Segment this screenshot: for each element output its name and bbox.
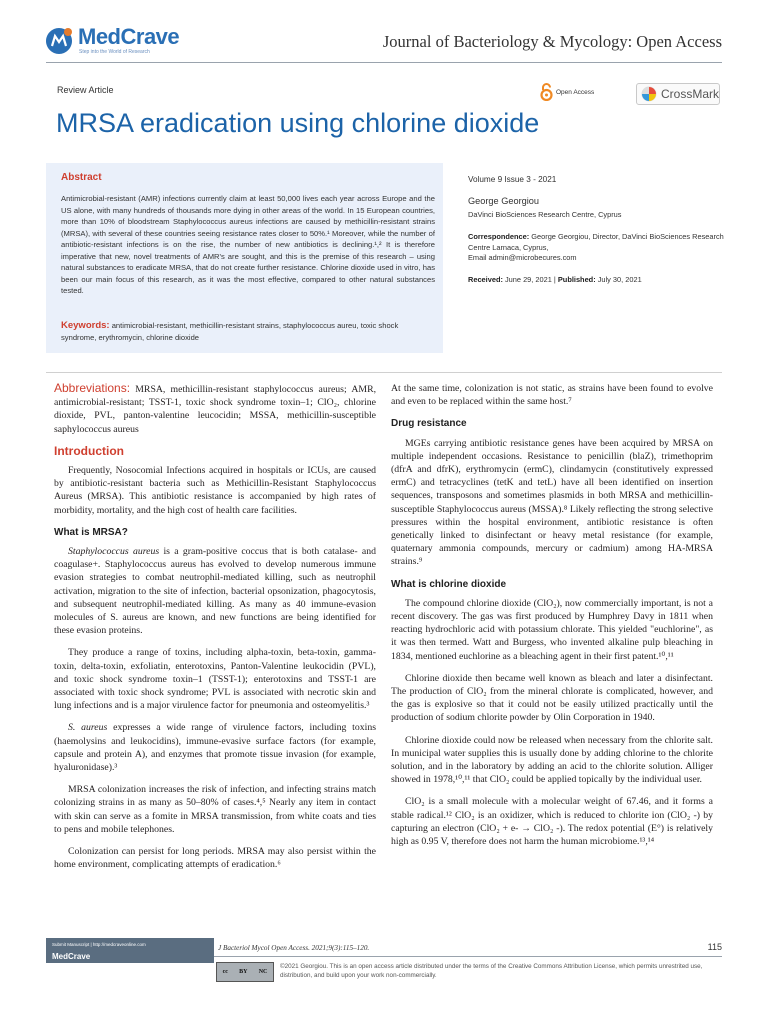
received-label: Received: [468,275,503,284]
author-name: George Georgiou [468,196,539,206]
correspondence-text: George Georgiou, Director, DaVinci BioSciences Research Centre Larnaca, Cyprus, [468,232,724,252]
footer-divider [214,956,722,957]
chlorine-dioxide-paragraph-4: ClO₂ is a small molecule with a molecular weight of 67.46, and it forms a stable radical.¹² ClO₂ is an oxidizer, which is reduced to chlorite ion (ClO₂ -) by capturing an electron (ClO₂ + e- → ClO₂ -). The redox potential (E°) is relatively high as 0.95 V, therefore does not harm the human microbiome.¹³,¹⁴ [391,796,713,848]
mrsa-paragraph-2: They produce a range of toxins, including alpha-toxin, beta-toxin, gamma-toxin, delta-toxin, exfoliatin, enterotoxins, Panton-Valentine leukocidin (PVL), and toxic shock syndrome toxin–1 (TSST-1); enterotoxins and TSST-1 are associated with toxic shock syndrome; PVL is associated with necrotic skin and lung infections and is a major virulence factor for pneumonia and osteomyelitis.³ [54,647,376,712]
mrsa-paragraph-4: MRSA colonization increases the risk of infection, and infecting strains match colonizing strains in as many as 50–80% of cases.⁴,⁵ Nearly any item in contact with skin can serve as a fomite in MRSA transmission, from white coats and ties to pens and mobile telephones. [54,784,376,835]
correspondence-label: Correspondence: [468,232,530,241]
abstract-heading: Abstract [61,172,102,183]
correspondence [468,232,730,264]
crossmark-button[interactable] [636,83,720,105]
keywords-list: antimicrobial-resistant, methicillin-resistant strains, staphylococcus aureu, toxic shock syndrome, erythromycin, chlorine dioxide [61,321,399,342]
brand-tagline: Step into the World of Research [79,49,150,55]
body-column-right [391,382,713,857]
published-date: July 30, 2021 [597,275,642,284]
cc-license-badge[interactable] [216,962,274,982]
cc-by-icon: BY [239,969,248,975]
species-name-short: S. aureus [68,722,108,734]
mrsa-paragraph-3 [54,721,376,774]
crossmark-icon [641,86,657,102]
crossmark-label: CrossMark [660,87,719,101]
volume-issue: Volume 9 Issue 3 - 2021 [468,175,557,184]
journal-title: Journal of Bacteriology & Mycology: Open Access [382,32,722,51]
drug-resistance-heading: Drug resistance [391,418,467,430]
citation: J Bacteriol Mycol Open Access. 2021;9(3):115‒120. [218,944,370,952]
keywords-heading: Keywords: [61,320,110,331]
abbreviations-heading: Abbreviations: [54,381,131,395]
submit-manuscript-link[interactable]: Submit Manuscript | http://medcraveonline.com [52,942,146,947]
cc-icon: cc [222,969,228,975]
intro-paragraph: Frequently, Nosocomial Infections acquired in hospitals or ICUs, are caused by antibiotic-resistant bacteria such as Methicillin-Resistant Staphylococcus Aureus (MRSA). This antibiotic resistance is accompanied by high rates of morbidity, mortality, and the high cost of health care facilities. [54,465,376,516]
abstract-text: Antimicrobial-resistant (AMR) infections currently claim at least 50,000 lives each year across Europe and the US alone, with many hundreds of thousands more dying in other areas of the world. In 15 European countries, more than 10% of bloodstream Staphylococcus aureus infections are caused by methicillin-resistant strains (MRSA), with several of these countries seeing resistance rates closer to 50%.¹ Moreover, while the number of antibiotic-resistant infections is on the rise, the number of new antibiotics is declining.¹,² It is therefore imperative that new, novel treatments of AMR's are sought, and this is the premise of this research – using natural substances to eradicate MRSA, that do not create further resistance. Chlorine dioxide used in vitro, has been our main focus of this research, as it was the most effective, compared to other natural substances tested. [61,194,435,295]
chlorine-dioxide-paragraph-1: The compound chlorine dioxide (ClO₂), now commercially important, is not a recent discovery. The gas was first produced by Humphrey Davy in 1811 when reacting hydrochloric acid with potassium chlorate. This yielded "euchlorine", as it was then termed. Watt and Burgess, who invented alkaline pulp bleaching in 1834, mentioned euchlorine as a bleaching agent in their first patent.¹⁰,¹¹ [391,597,713,662]
open-access-badge [540,83,594,101]
chlorine-dioxide-paragraph-2: Chlorine dioxide then became well known as bleach and later a disinfectant. The production of ClO₂ from the mineral chlorate is complicated, however, and the gas is explosive so that it could not be easily utilized practically until the production of sodium chlorite powder by Olin Corporation in 1940. [391,672,713,724]
mrsa-paragraph-3-text: expresses a wide range of virulence factors, including toxins (haemolysins and leukocidins), immune-evasive surface factors (for example, capsule and protein A), and enzymes that promote tissue invasion (for example, hyaluronidase).³ [54,722,376,774]
abbreviations-text: MRSA, methicillin-resistant staphylococcus aureus; AMR, antimicrobial-resistant; TSST-1, toxic shock syndrome toxin–1; ClO₂, chlorine dioxide, PVL, panton-valentine leucocidin; MSSA, methicillin-susceptible saphylococcus aureus [54,384,377,435]
article-type: Review Article [57,85,114,95]
introduction-heading: Introduction [54,443,124,458]
footer-logo: MedCrave [52,952,91,961]
header-divider [46,62,722,63]
what-is-mrsa-heading: What is MRSA? [54,526,128,538]
colonization-paragraph: At the same time, colonization is not static, as strains have been found to evolve and even to be replaced within the same host.⁷ [391,383,713,408]
chlorine-dioxide-paragraph-3: Chlorine dioxide could now be released when necessary from the chlorite salt. In municipal water supplies this is usually done by adding chlorine to the chlorite solution, and in the laboratory by adding an acid to the chlorite solution. Alliger showed in 1978,¹⁰,¹¹ that ClO₂ could be applied topically by the individual user. [391,734,713,786]
species-name: Staphylococcus aureus [68,546,160,558]
medcrave-logo-icon [44,26,74,56]
received-date: June 29, 2021 [504,275,552,284]
brand-name[interactable]: MedCrave [78,24,180,49]
chlorine-dioxide-heading: What is chlorine dioxide [391,578,507,590]
author-affiliation: DaVinci BioSciences Research Centre, Cyprus [468,210,622,219]
mrsa-paragraph-5: Colonization can persist for long periods. MRSA may also persist within the home environment, complicating attempts of eradication.⁶ [54,846,376,871]
license-text: ©2021 Georgiou. This is an open access article distributed under the terms of the Creative Commons Attribution License, which permits unrestrited use, distribution, and build upon your work non-commercially. [280,963,703,979]
correspondence-email[interactable]: Email admin@microbecures.com [468,253,577,262]
open-access-lock-icon [540,83,553,101]
cc-nc-icon: NC [258,969,268,975]
page-number: 115 [707,942,722,952]
published-label: Published: [557,275,596,284]
mrsa-paragraph-1-text: is a gram-positive coccus that is both catalase- and coagulase+. Staphylococcus aureus has evolved to develop numerous immune evasion strategies to combat neutrophil-mediated killing, such as neutrophil activation, migration to the site of infection, bacterial opsonization, phagocytosis, and subsequent neutrophil-mediated killing. As many as 40 immune-evasion molecules of S. aureus are known, and new functions are being identified for these evasion proteins. [54,546,376,637]
publication-dates: Received: June 29, 2021 | Published: July 30, 2021 [468,275,642,284]
section-divider [46,372,722,373]
drug-resistance-paragraph: MGEs carrying antibiotic resistance genes have been acquired by MRSA on multiple independent occasions. Resistance to penicillin (blaZ), trimethoprim (dfrA and dfrK), erythromycin (ermC), clindamycin (constitutively expressed ermC) and tetracyclines (tetK and tetL) have all been identified on insertion sequences, transposons and sometimes plasmids in both MRSA and methicillin-susceptible Staphylococcus aureus (MSSA).⁸ Likely reflecting the strong selective pressures within the hospital environment, antibiotic resistance is often genetically linked to disinfectant or heavy metal resistance (for example, quaternary ammonia compounds, mercury or cadmium) among HA-MRSA strains.⁹ [391,437,713,568]
keywords [61,320,435,343]
article-title: MRSA eradication using chlorine dioxide [56,108,540,138]
open-access-label: Open Access [556,88,595,96]
abbreviations [54,382,376,436]
body-column-left [54,382,376,881]
mrsa-paragraph-1 [54,545,376,637]
